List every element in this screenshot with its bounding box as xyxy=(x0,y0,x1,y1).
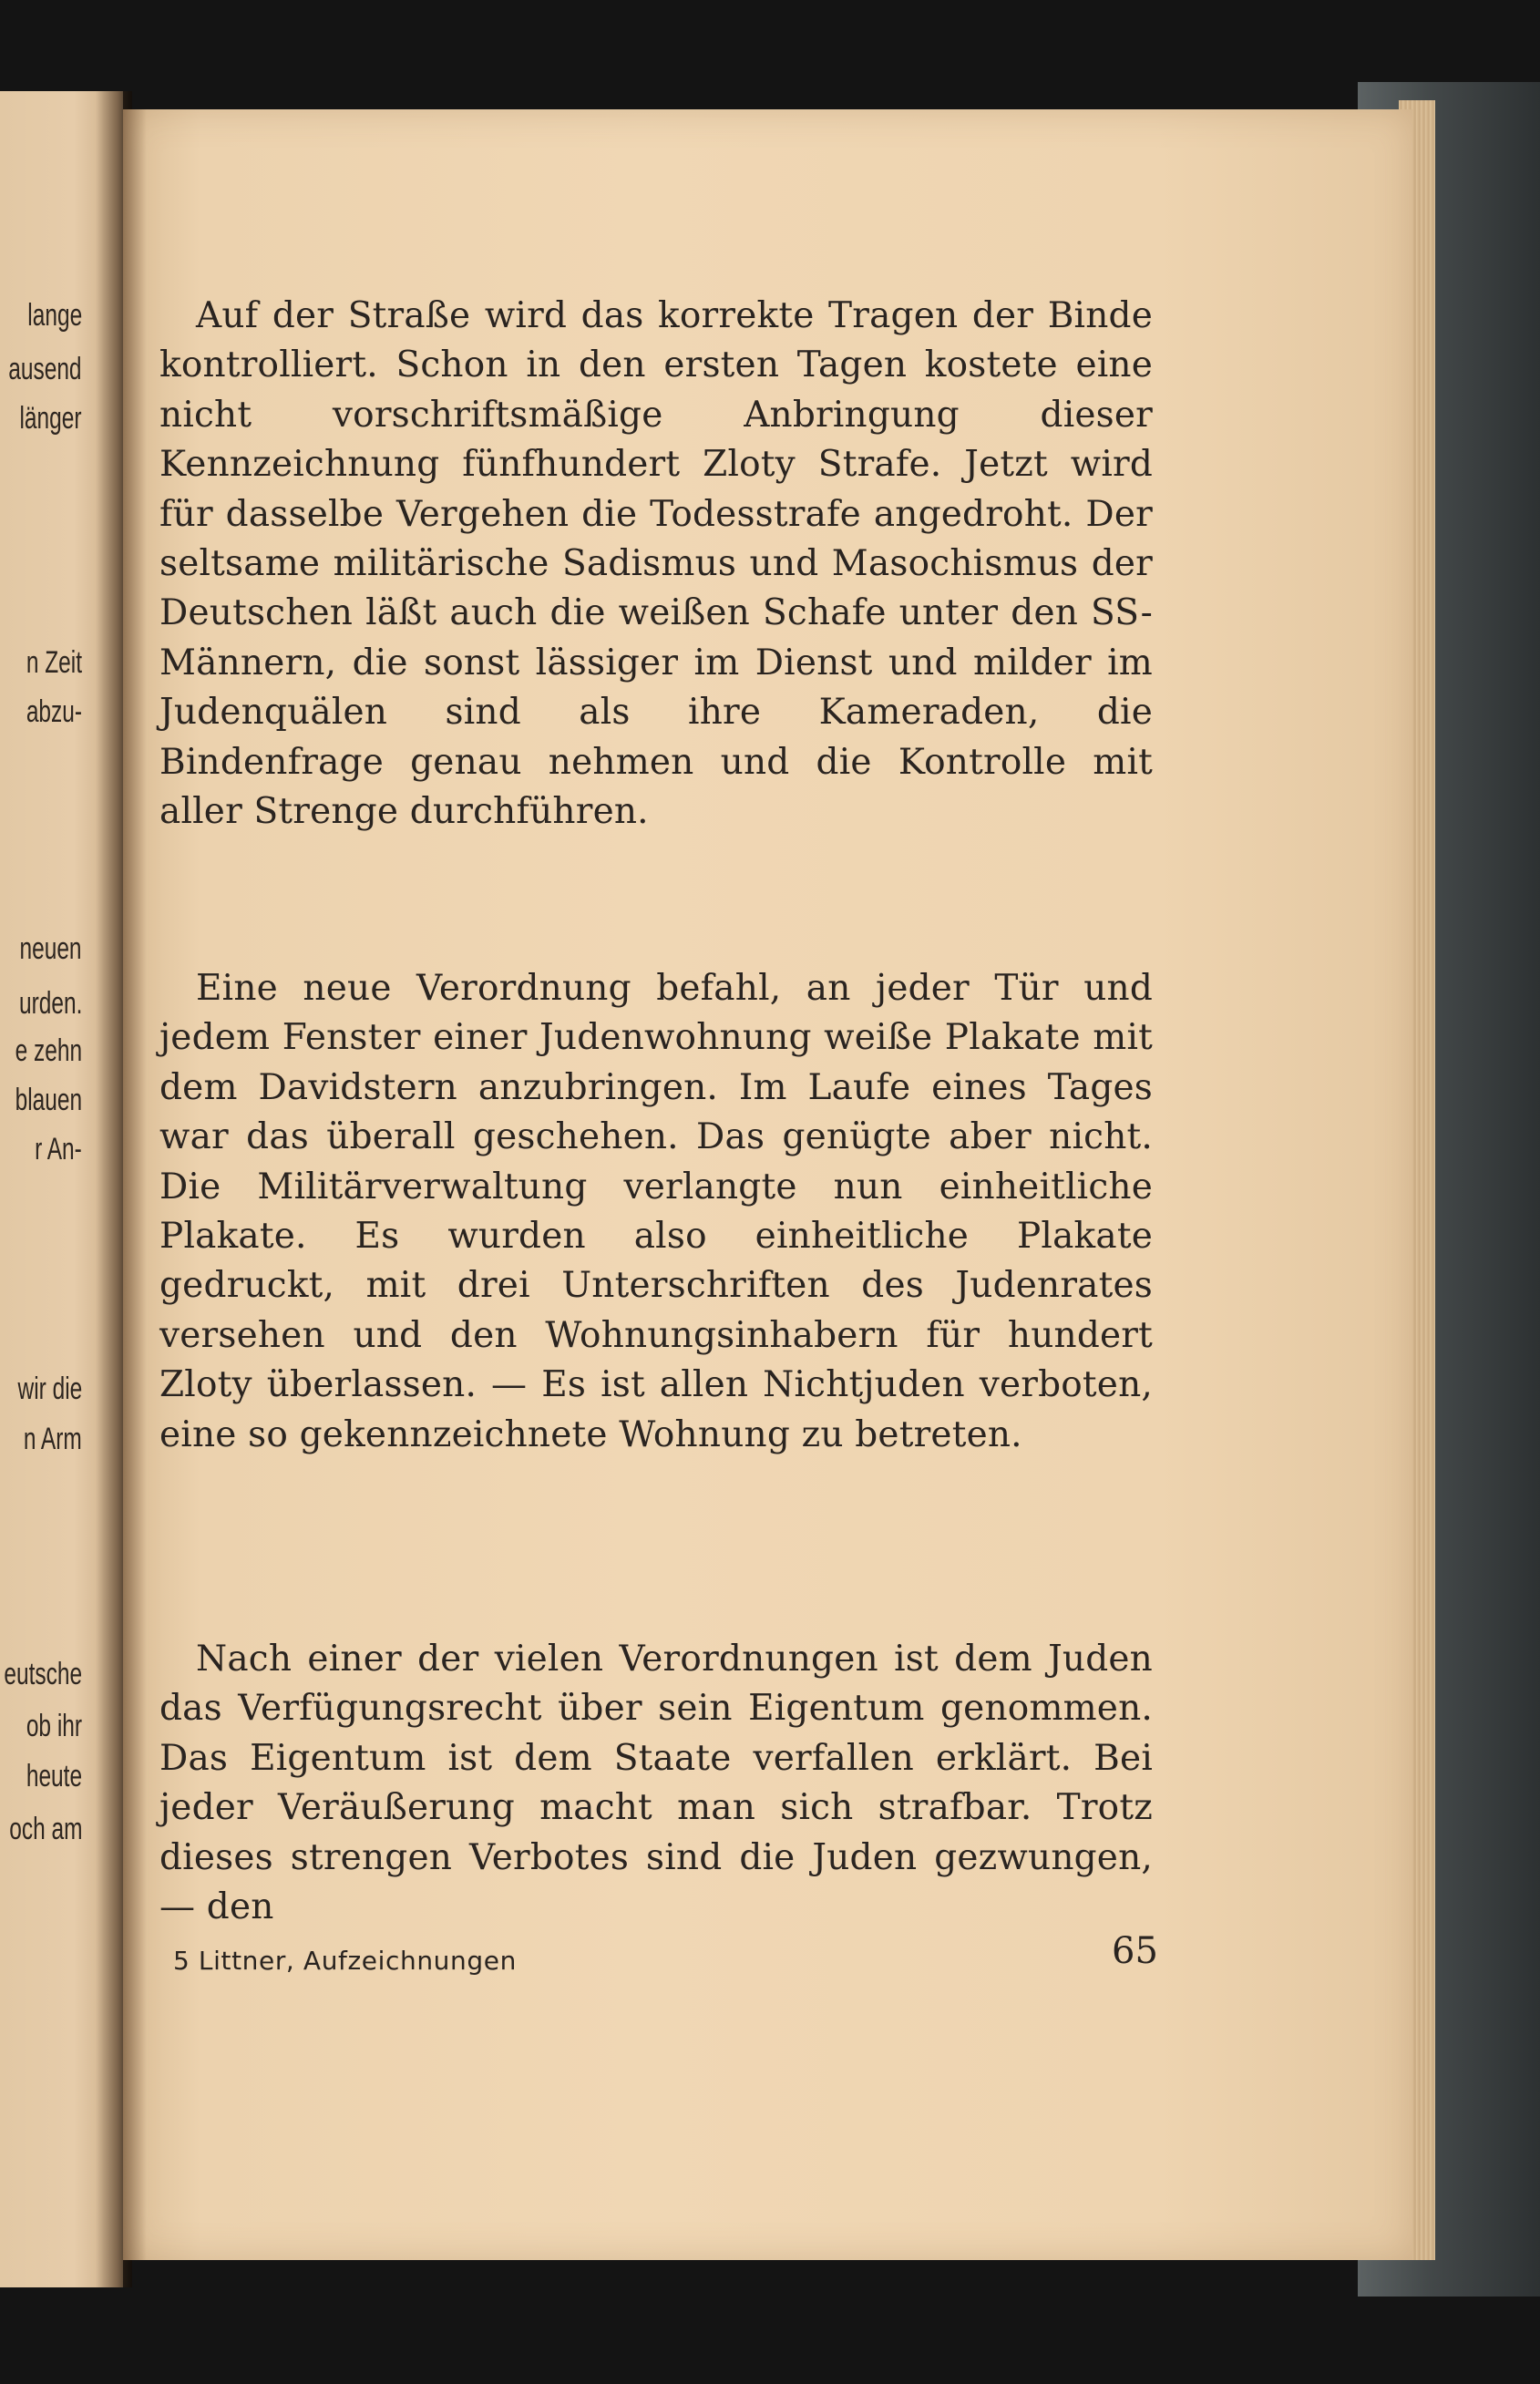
left-page-fragment: wir die xyxy=(17,1372,82,1406)
left-page-fragment: länger xyxy=(19,401,82,436)
paragraph-3: Nach einer der vielen Verordnungen ist dem Juden das Verfügungsrecht über sein Eigentum genommen. Das Eigentum ist dem Staate verfallen erklärt. Bei jeder Veräußerung macht man sich strafbar. Trotz dieses strengen Verbotes sind die Juden gezwungen, — den xyxy=(159,1639,1153,1928)
paragraph-2: Eine neue Verordnung befahl, an jeder Tür und jedem Fenster einer Judenwohnung weiße Plakate mit dem Davidstern anzubringen. Im Laufe eines Tages war das überall geschehen. Das genügte aber nicht. Die Militärverwaltung verlangte nun einheitliche Plakate. Es wurden also einheitliche Plakate gedruckt, mit drei Unterschriften des Judenrates versehen und den Wohnungsinhabern für hundert Zloty überlassen. — Es ist allen Nichtjuden verboten, eine so gekennzeichnete Wohnung zu betreten. xyxy=(159,968,1153,1455)
left-page-fragment: r An- xyxy=(35,1132,82,1166)
left-page-fragment: n Zeit xyxy=(26,645,82,680)
left-page-fragment: lange xyxy=(27,298,82,333)
left-page-fragment: eutsche xyxy=(4,1657,82,1691)
left-page-fragment: urden. xyxy=(18,986,82,1021)
left-page-fragment: neuen xyxy=(19,931,82,966)
left-page-fragment: och am xyxy=(8,1812,82,1846)
footer-signature: 5 Littner, Aufzeichnungen xyxy=(173,1946,517,1976)
left-page-fragment: ausend xyxy=(8,352,82,386)
left-page-fragment: blauen xyxy=(15,1083,82,1117)
paragraph-1: Auf der Straße wird das korrekte Tragen der Binde kontrolliert. Schon in den ersten Tagen kostete eine nicht vorschriftsmäßige Anbringung dieser Kennzeichnung fünfhundert Zloty Strafe. Jetzt wird für dasselbe Vergehen die Todesstrafe angedroht. Der seltsame militärische Sadismus und Masochismus der Deutschen läßt auch die weißen Schafe unter den SS-Männern, die sonst lässiger im Dienst und milder im Judenquälen sind als ihre Kameraden, die Bindenfrage genau nehmen und die Kontrolle mit aller Strenge durchführen. xyxy=(159,295,1153,833)
left-page-fragment: heute xyxy=(26,1759,82,1793)
page-number: 65 xyxy=(1112,1930,1158,1972)
left-page-fragment: ob ihr xyxy=(26,1709,82,1743)
left-page-fragment: n Arm xyxy=(24,1422,82,1456)
left-page-fragment: abzu- xyxy=(26,694,82,729)
page-binding-shadow xyxy=(123,109,147,2260)
left-page-fragment: e zehn xyxy=(15,1033,82,1068)
